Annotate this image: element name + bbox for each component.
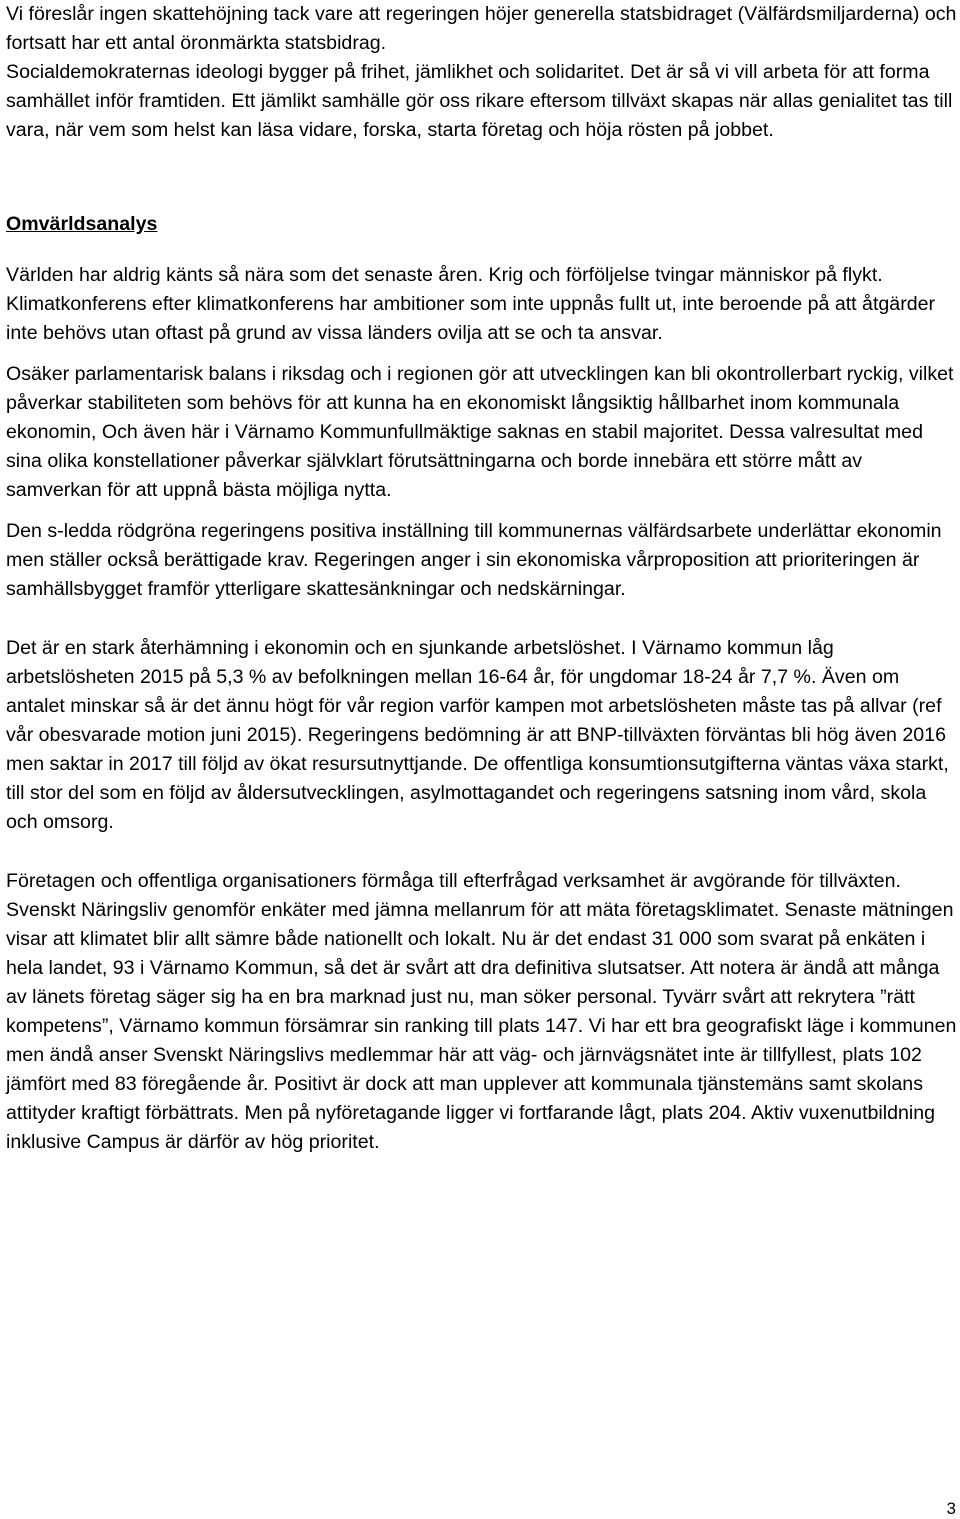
page-number: 3 — [946, 1499, 956, 1518]
paragraph-world: Världen har aldrig känts så nära som det senaste åren. Krig och förföljelse tvingar människor på flykt. Klimatkonferens efter klimatkonferens har ambitioner som inte uppnås fullt ut, inte beroende på att åtgärder inte behövs utan oftast på grund av vissa länders ovilja att se och ta ansvar. — [6, 264, 936, 344]
paragraph-government: Den s-ledda rödgröna regeringens positiva inställning till kommunernas välfärdsarbete underlättar ekonomin men ställer också berättigade krav. Regeringen anger i sin ekonomiska vårproposition att prioriteringen är samhällsbygget framför ytterligare skattesänkningar och nedskärningar. — [6, 520, 942, 600]
paragraph-economy: Det är en stark återhämning i ekonomin och en sjunkande arbetslöshet. I Värnamo kommun låg arbetslösheten 2015 på 5,3 % av befolkningen mellan 16-64 år, för ungdomar 18-24 år 7,7 %. Även om antalet minskar så är det ännu högt för vår region varför kampen mot arbetslösheten måste tas på allvar (ref vår obesvarade motion juni 2015). Regeringens bedömning är att BNP-tillväxten förväntas bli hög även 2016 men saktar in 2017 till följd av ökat resursutnyttjande. De offentliga konsumtionsutgifterna väntas växa starkt, till stor del som en följd av åldersutvecklingen, asylmottagandet och regeringens satsning inom vård, skola och omsorg. — [6, 637, 949, 833]
paragraph-parliament: Osäker parlamentarisk balans i riksdag och i regionen gör att utvecklingen kan bli okontrollerbart ryckig, vilket påverkar stabiliteten som behövs för att kunna ha en ekonomiskt långsiktig hållbarhet inom kommunala ekonomin, Och även här i Värnamo Kommunfullmäktige saknas en stabil majoritet. Dessa valresultat med sina olika konstellationer påverkar självklart förutsättningarna och borde innebära ett större mått av samverkan för att uppnå bästa möjliga nytta. — [6, 363, 954, 501]
paragraph-ideology: Socialdemokraternas ideologi bygger på frihet, jämlikhet och solidaritet. Det är så vi vill arbeta för att forma samhället inför framtiden. Ett jämlikt samhälle gör oss rikare eftersom tillväxt skapas när allas genialitet tas till vara, när vem som helst kan läsa vidare, forska, starta företag och höja rösten på jobbet. — [6, 61, 953, 141]
section-heading: Omvärldsanalys — [6, 213, 158, 235]
document-body — [6, 0, 960, 1157]
paragraph-business: Företagen och offentliga organisationers förmåga till efterfrågad verksamhet är avgörande för tillväxten. Svenskt Näringsliv genomför enkäter med jämna mellanrum för att mäta företagsklimatet. Senaste mätningen visar att klimatet blir allt sämre både nationellt och lokalt. Nu är det endast 31 000 som svarat på enkäten i hela landet, 93 i Värnamo Kommun, så det är svårt att dra definitiva slutsatser. Att notera är ändå att många av länets företag säger sig ha en bra marknad just nu, man söker personal. Tyvärr svårt att rekrytera ”rätt kompetens”, Värnamo kommun försämrar sin ranking till plats 147. Vi har ett bra geografiskt läge i kommunen men ändå anser Svenskt Näringslivs medlemmar här att väg- och järnvägsnätet inte är tillfyllest, plats 102 jämfört med 83 föregående år. Positivt är dock att man upplever att kommunala tjänstemäns samt skolans attityder kraftigt förbättrats. Men på nyföretagande ligger vi fortfarande lågt, plats 204. Aktiv vuxenutbildning inklusive Campus är därför av hög prioritet. — [6, 870, 957, 1153]
paragraph-tax: Vi föreslår ingen skattehöjning tack vare att regeringen höjer generella statsbidraget (Välfärdsmiljarderna) och fortsatt har ett antal öronmärkta statsbidrag. — [6, 3, 957, 54]
